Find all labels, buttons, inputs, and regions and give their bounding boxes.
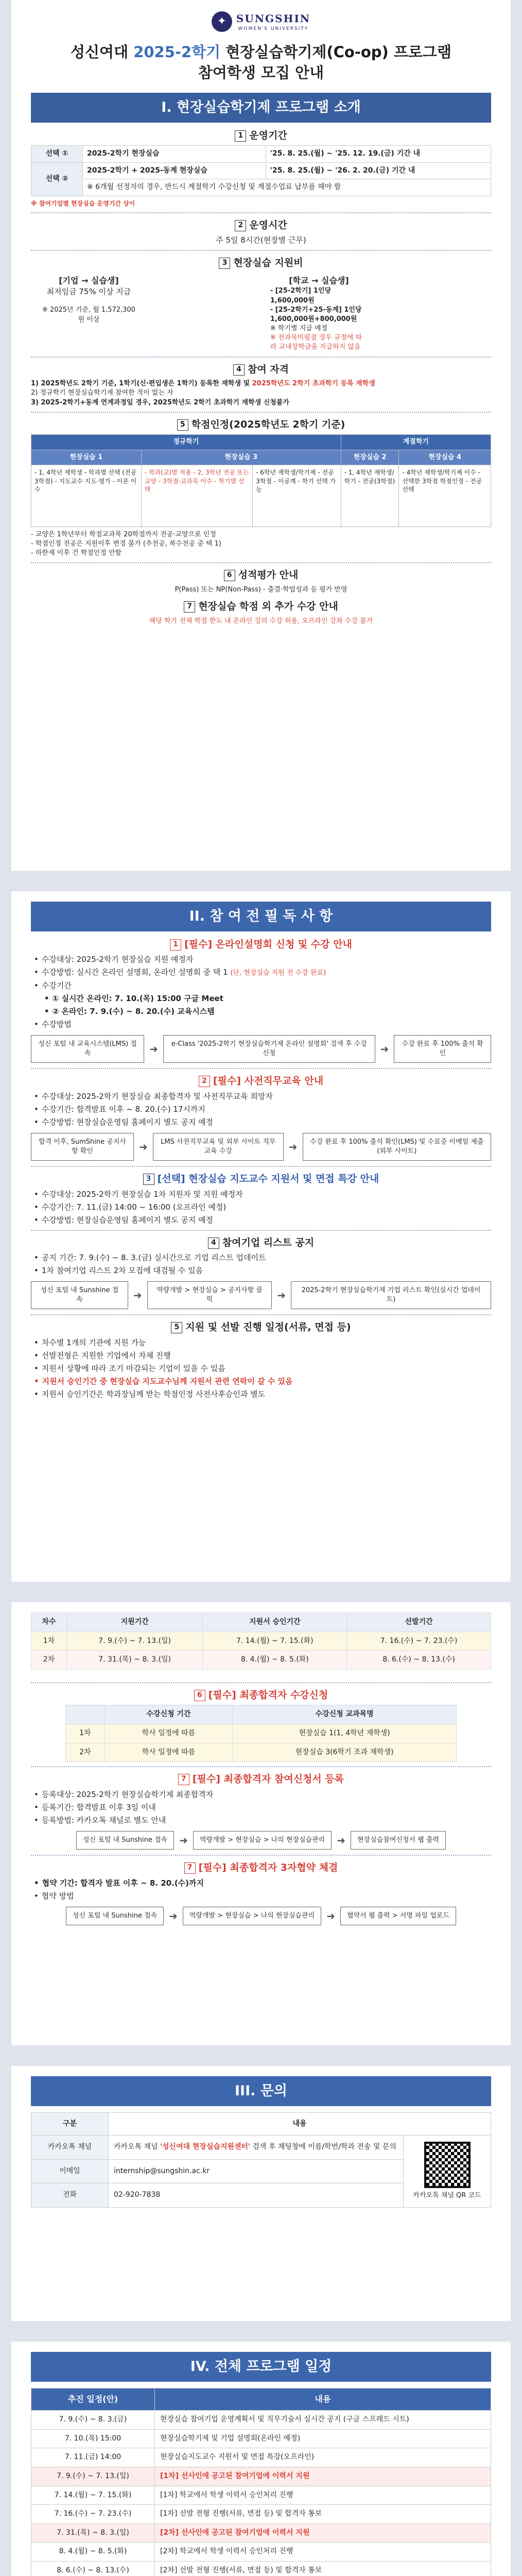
period-table: 선택 ① 2025-2학기 현장실습 '25. 8. 25.(월) ~ '25. 12. 19.(금) 기간 내 선택 ② 2025-2학기 + 2025-동계 현장실습 '25. 8. 25.(월) ~ '26. 2. 20.(금) 기간 내 ※ 6개월 선정자의 경우, 반드시 계절학기 수강신청 및 계절수업료 납부를 해야 함 bbox=[31, 145, 491, 196]
heading-eligibility: 4 참여 자격 bbox=[31, 363, 491, 377]
company-list-items: • 공지 기간: 7. 9.(수) ~ 8. 3.(금) 실시간으로 기업 리스트 업데이트 • 1차 참여기업 리스트 2차 모집에 대검될 수 있음 bbox=[31, 1252, 491, 1276]
inquiry-table: 구분 내용 카카오톡 채널 카카오톡 채널 '성신여대 현장실습지원센터' 검색 후 채팅창에 이름/학번/학과 전송 및 문의 카카오톡 채널 QR 코드 이메일 internship@sungshin.ac.kr 전화 02-920-7838 bbox=[31, 2112, 491, 2208]
phone-number[interactable]: 02-920-7838 bbox=[109, 2183, 404, 2207]
heading-grading: 6 성적평가 안내 bbox=[31, 568, 491, 582]
timeline-row bbox=[31, 2543, 491, 2562]
support-block: [기업 → 실습생] 최저임금 75% 이상 지급 ※ 2025년 기준, 월 1,572,300원 이상 [학교 → 실습생] - [25-2학기] 1인당 1,600,000원 - [25-2학기+25-동계] 1인당 1,600,000원+800,000원 ※ 학기별 지급 예정 ※ 전과목미평점 경우 규정에 따라 교내장학금을 지급하지 않음 bbox=[42, 275, 362, 351]
briefing-list: • 수강대상: 2025-2학기 현장실습 지원 예정자 • 수강방법: 실시간 온라인 설명회, 온라인 설명회 중 택 1 (단, 현장실습 지원 전 수강 완료) • 수강기간 • ① 실시간 온라인: 7. 10.(목) 15:00 구글 Meet • ② 온라인: 7. 9.(수) ~ 8. 20.(수) 교육시스템 • 수강방법 bbox=[31, 954, 491, 1029]
heading-course-registration: 6 [필수] 최종합격자 수강신청 bbox=[31, 1688, 491, 1702]
heading-period: 1 운영기간 bbox=[31, 129, 491, 143]
course-registration-table: 수강신청 기간 수강신청 교과목명 1차 학사 일정에 따름 현장실습 1(1, 4학년 재학생) 2차 학사 일정에 따름 현장실습 3(6학기 조과 재학생) bbox=[65, 1705, 457, 1762]
timeline-row bbox=[31, 2411, 491, 2430]
lecture-list: • 수강대상: 2025-2학기 현장실습 1차 지원자 및 지원 예정자 • 수강기간: 7. 11.(금) 14:00 ~ 16:00 (오프라인 예정) • 수강방법: 현장실습운영팀 홈페이지 별도 공지 예정 bbox=[31, 1189, 491, 1226]
schedule-card bbox=[11, 1602, 511, 2045]
heading-support: 3 현장실습 지원비 bbox=[31, 256, 491, 270]
hours-text: 주 5일 8시간(현장별 근무) bbox=[216, 235, 306, 245]
section-banner-inquiry: III. 문의 bbox=[31, 2076, 491, 2106]
timeline-row bbox=[31, 2429, 491, 2448]
kakao-qr-code[interactable] bbox=[424, 2142, 471, 2188]
timeline-row bbox=[31, 2486, 491, 2505]
timeline-content: [2차] 선사인에 공고된 참여기업에 이력서 지원 bbox=[155, 2523, 491, 2543]
selection-schedule-table: 차수 지원기간 지원서 승인기간 선발기간 1차 7. 9.(수) ~ 7. 13.(일) 7. 14.(월) ~ 7. 15.(화) 7. 16.(수) ~ 7. 23.(수) 2차 7. 31.(목) ~ 8. 3.(일) 8. 4.(월) ~ 8. 5.(화) 8. 6.(수) ~ 8. 13.(수) bbox=[31, 1613, 491, 1670]
intro-card bbox=[11, 0, 511, 871]
timeline-date: 7. 9.(수) ~ 8. 3.(금) bbox=[31, 2411, 155, 2430]
section-banner-intro: I. 현장실습학기제 프로그램 소개 bbox=[31, 93, 491, 123]
timeline-content: [1차] 학교에서 학생 이력서 승인처리 진행 bbox=[155, 2486, 491, 2505]
heading-extra-courses: 7 현장실습 학점 외 추가 수강 안내 bbox=[31, 600, 491, 614]
timeline-date: 7. 14.(월) ~ 7. 15.(화) bbox=[31, 2486, 155, 2505]
timeline-row bbox=[31, 2448, 491, 2467]
elig-2: 2) 정규학기 현장실습학기제 참여한 적이 없는 자 bbox=[31, 389, 173, 397]
timeline-table: 추진 일정(안) 내용 7. 9.(수) ~ 8. 3.(금) 현장실습 참여기업 운영계획서 및 직무기술서 실시간 공지 (구글 스프레드 시트) 7. 10.(목) 15:00 현장실습학기제 및 기업 설명회(온라인 예정) 7. 11.(금) 14:00 현장실습지도교수 지원서 및 면접 특강(오프라인) 7. 9.(수) ~ 7. 13.(일) [1차] 선사인에 공고된 참여기업에 이력서 지원 7. 14.(월) ~ 7. 15.(화) [1차] 학교에서 학생 이력서 승인처리 진행 7. 16.(수) ~ 7. 23.(수) [1차] 선발 전형 진행(서류, 면접 등) 및 합격자 통보 7. 31.(목) ~ 8. 3.(일) [2차] 선사인에 공고된 참여기업에 이력서 지원 8. 4.(월) ~ 8. 5.(화) [2차] 학교에서 학생 이력서 승인처리 진행 8. 6.(수) ~ 8. 13.(수) [2차] 선발 전형 진행(서류, 면접 등) 및 합격자 통보 bbox=[31, 2388, 491, 2576]
table-row: 2차 7. 31.(목) ~ 8. 3.(일) 8. 4.(월) ~ 8. 5.(화) 8. 6.(수) ~ 8. 13.(수) bbox=[31, 1651, 491, 1670]
heading-agreement: 7 [필수] 최종합격자 3자협약 체결 bbox=[31, 1861, 491, 1875]
timeline-content: [2차] 선발 전형 진행(서류, 면접 등) 및 합격자 통보 bbox=[155, 2561, 491, 2576]
credit-note-1: - 교양은 1학년부터 학점교과목 20학점까지 전공·교양으로 인정 bbox=[31, 530, 216, 538]
heading-pre-training: 2 [필수] 사전직무교육 안내 bbox=[31, 1074, 491, 1088]
timeline-row bbox=[31, 2467, 491, 2486]
page-subtitle: 참여학생 모집 안내 bbox=[198, 64, 324, 82]
grading-text: P(Pass) 또는 NP(Non-Pass) - 출결·학업성과 등 평가 반영 bbox=[175, 585, 347, 594]
timeline-date: 7. 16.(수) ~ 7. 23.(수) bbox=[31, 2505, 155, 2524]
timeline-content: 현장실습 참여기업 운영계획서 및 직무기술서 실시간 공지 (구글 스프레드 시트) bbox=[155, 2411, 491, 2430]
elig-3: 3) 2025-2학기+동계 연계과정일 경우, 2025학년도 2학기 초과학기 재학생 신청불가 bbox=[31, 398, 289, 406]
pretraining-list: • 수강대상: 2025-2학기 현장실습 최종합격자 및 사전직무교육 희망자 • 수강기간: 합격발표 이후 ~ 8. 20.(수) 17시까지 • 수강방법: 현장실습운영팀 홈페이지 별도 공지 예정 bbox=[31, 1091, 491, 1128]
heading-application-form: 7 [필수] 최종합격자 참여신청서 등록 bbox=[31, 1772, 491, 1786]
timeline-content: [1차] 선발 전형 진행(서류, 면접 등) 및 합격자 통보 bbox=[155, 2505, 491, 2524]
section-banner-required: II. 참 여 전 필 독 사 항 bbox=[31, 902, 491, 931]
timeline-date: 7. 31.(목) ~ 8. 3.(일) bbox=[31, 2523, 155, 2543]
selection-list: • 차수별 1개의 기관에 지원 가능 • 선발전형은 지원한 기업에서 자체 진행 • 지원서 상황에 따라 조기 마감되는 기업이 있을 수 있음 • 지원서 승인기간 중 현장실습 지도교수님께 지원서 관련 연락이 갈 수 있음 • 지원서 승인기간은 학과장님께 받는 학점인정 사전사후승인과 별도 bbox=[31, 1337, 491, 1400]
timeline-content: [1차] 선사인에 공고된 참여기업에 이력서 지원 bbox=[155, 2467, 491, 2486]
timeline-date: 7. 9.(수) ~ 7. 13.(일) bbox=[31, 2467, 155, 2486]
extra-courses-text: 해당 학기 전체 학점 한도 내 온라인 강의 수강 허용, 오프라인 강좌 수강 불가 bbox=[149, 617, 373, 625]
section-banner-timeline: IV. 전체 프로그램 일정 bbox=[31, 2352, 491, 2382]
sungshin-logo bbox=[212, 11, 310, 32]
timeline-content: 현장실습지도교수 지원서 및 면접 특강(오프라인) bbox=[155, 2448, 491, 2467]
timeline-row bbox=[31, 2505, 491, 2524]
logo-row bbox=[31, 11, 491, 32]
university-seal-icon: ✦ bbox=[212, 11, 232, 32]
timeline-content: 현장실습학기제 및 기업 설명회(온라인 예정) bbox=[155, 2429, 491, 2448]
period-note: ※ 참여기업별 현장실습 운영기간 상이 bbox=[31, 199, 135, 207]
heading-company-list: 4 참여기업 리스트 공지 bbox=[31, 1236, 491, 1250]
elig-1: 1) 2025학년도 2학기 기준, 1학기(신·편입생은 1학기) 등록한 재학생 및 2025학년도 2학기 초과학기 등록 재학생 bbox=[31, 380, 375, 388]
logo-main: SUNGSHIN bbox=[236, 12, 311, 25]
inquiry-card bbox=[11, 2066, 511, 2321]
application-flow: 성신 포털 내 Sunshine 접속 ➜ 역량개발 > 현장실습 > 나의 현장실습관리 ➜ 현장실습참여신청서 웹 출력 bbox=[31, 1831, 491, 1850]
timeline-date: 8. 4.(월) ~ 8. 5.(화) bbox=[31, 2543, 155, 2562]
company-flow: 성신 포털 내 Sunshine 접속 ➜ 역량개발 > 현장실습 > 공지사항 클릭 ➜ 2025-2학기 현장실습학기제 기업 리스트 확인(실시간 업데이트) bbox=[31, 1281, 491, 1309]
pretraining-flow: 합격 이후, SumShine 공지사항 확인 ➜ LMS 사전직무교육 및 외부 사이트 직무교육 수강 ➜ 수강 완료 후 100% 출석 확인(LMS) 및 수료증 이메일 제출(외부 사이트) bbox=[31, 1133, 491, 1161]
credit-table: 정규학기 계절학기 현장실습 1 현장실습 3 현장실습 2 현장실습 4 - 1, 4학년 재학생 - 학과별 선택 (전공 3학점) - 지도교수 지도·평가 - 이론 이수 - 학과(교)별 적용 - 2, 3학년 전공 또는 교양 - 3학점·교과목 이수 - 학기별 선택 - 6학년 재학생/학기제 - 전공 3학점 - 이공계 - 학기 선택 가능 - 1, 4학년 재학생/학기 - 전공(3학점) - 4학년 재학생/학기제 이수 - 선택한 3학점 학점인정 - 전공 선택 bbox=[31, 434, 491, 527]
required-card bbox=[11, 891, 511, 1582]
page-title: 성신여대 2025-2학기 현장실습학기제(Co-op) 프로그램 bbox=[71, 43, 451, 61]
email-link[interactable]: internship@sungshin.ac.kr bbox=[109, 2159, 404, 2183]
timeline-date: 7. 11.(금) 14:00 bbox=[31, 2448, 155, 2467]
agreement-flow: 성신 포털 내 Sunshine 접속 ➜ 역량개발 > 현장실습 > 나의 현장실습관리 ➜ 협약서 웹 출력 > 서명 파일 업로드 bbox=[31, 1907, 491, 1925]
timeline-row bbox=[31, 2523, 491, 2543]
heading-online-briefing: 1 [필수] 온라인설명회 신청 및 수강 안내 bbox=[31, 938, 491, 952]
credit-note-2: - 학점인정 전공은 지원이후 변경 불가 (추천공, 복수전공 중 택 1) bbox=[31, 539, 221, 548]
heading-interview-lecture: 3 [선택] 현장실습 지도교수 지원서 및 면접 특강 안내 bbox=[31, 1172, 491, 1186]
table-row: 1차 7. 9.(수) ~ 7. 13.(일) 7. 14.(월) ~ 7. 15.(화) 7. 16.(수) ~ 7. 23.(수) bbox=[31, 1632, 491, 1651]
timeline-date: 8. 6.(수) ~ 8. 13.(수) bbox=[31, 2561, 155, 2576]
timeline-content: [2차] 학교에서 학생 이력서 승인처리 진행 bbox=[155, 2543, 491, 2562]
timeline-row bbox=[31, 2561, 491, 2576]
timeline-date: 7. 10.(목) 15:00 bbox=[31, 2429, 155, 2448]
agreement-list: • 협약 기간: 합격자 발표 이후 ~ 8. 20.(수)까지 • 협약 방법 bbox=[31, 1878, 491, 1902]
logo-sub: WOMEN'S UNIVERSITY bbox=[238, 26, 309, 31]
heading-selection: 5 지원 및 선발 진행 일정(서류, 면접 등) bbox=[31, 1320, 491, 1334]
timeline-card bbox=[11, 2342, 511, 2576]
briefing-flow: 성신 포털 내 교육시스템(LMS) 접속 ➜ e-Class '2025-2학기 현장실습학기제 온라인 설명회' 검색 후 수강신청 ➜ 수강 완료 후 100% 출석 확인 bbox=[31, 1035, 491, 1063]
heading-hours: 2 운영시간 bbox=[31, 218, 491, 232]
heading-credits: 5 학점인정(2025학년도 2학기 기준) bbox=[31, 418, 491, 432]
application-list: • 등록대상: 2025-2학기 현장실습학기제 최종합격자 • 등록기간: 합격발표 이후 3일 이내 • 등록방법: 카카오톡 채널로 별도 안내 bbox=[31, 1789, 491, 1826]
credit-note-3: - 하한제 이후 건 학점인정 안함 bbox=[31, 549, 122, 557]
